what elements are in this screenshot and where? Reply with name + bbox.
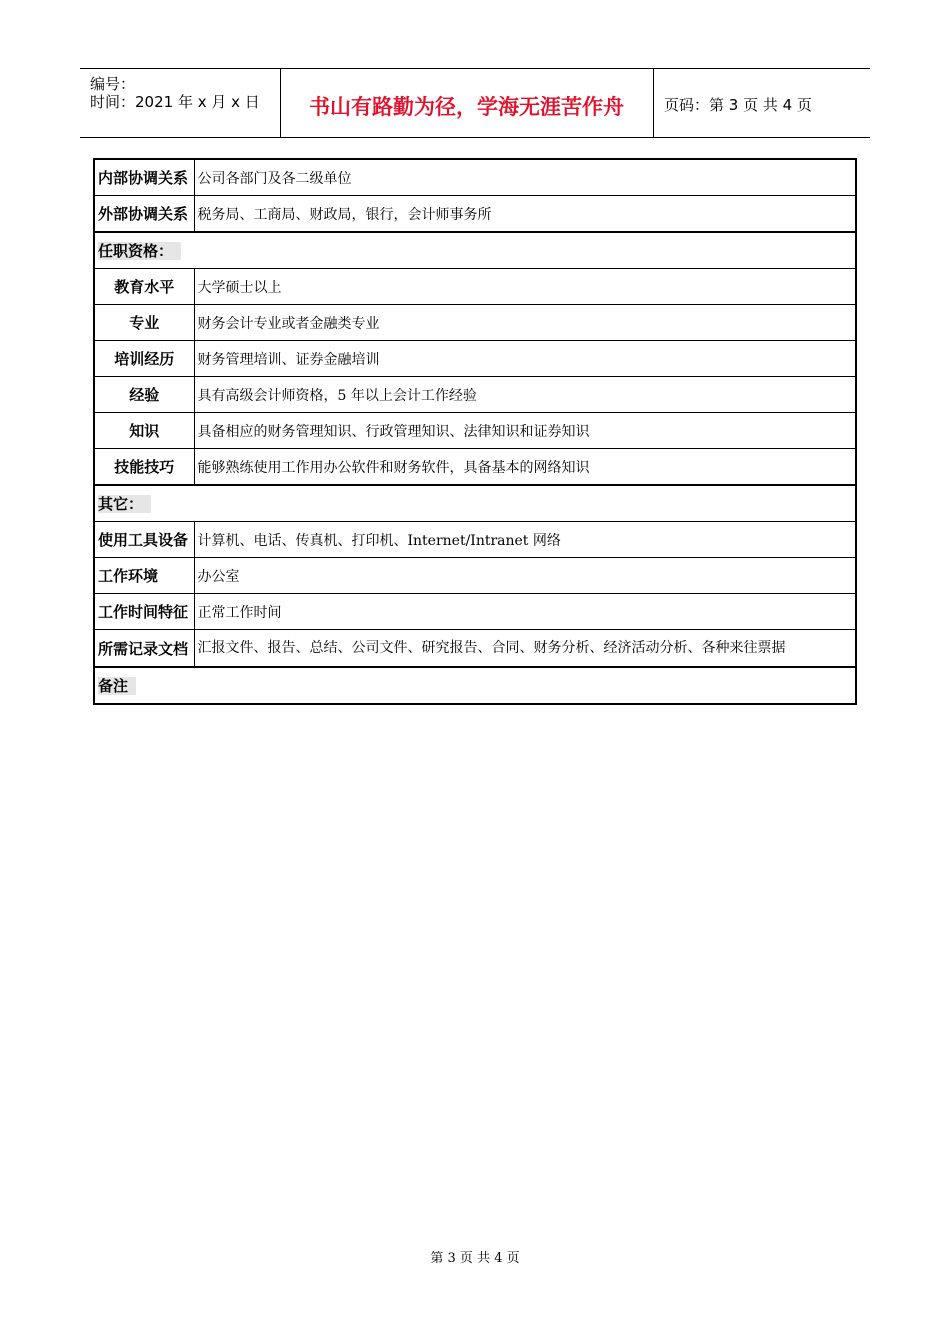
major-label: 专业 xyxy=(94,305,194,341)
table-row xyxy=(94,377,856,413)
records-label: 所需记录文档 xyxy=(94,630,194,668)
table-row-external xyxy=(94,196,856,233)
table-row xyxy=(94,413,856,449)
education-value: 大学硕士以上 xyxy=(194,269,856,305)
other-section-text: 其它： xyxy=(98,495,151,513)
table-row-remark xyxy=(94,667,856,704)
work-environment-label: 工作环境 xyxy=(94,558,194,594)
education-label: 教育水平 xyxy=(94,269,194,305)
knowledge-label: 知识 xyxy=(94,413,194,449)
remark-label: 备注 xyxy=(98,677,136,695)
records-value: 汇报文件、报告、总结、公司文件、研究报告、合同、财务分析、经济活动分析、各种来往票据 xyxy=(194,630,856,668)
experience-label: 经验 xyxy=(94,377,194,413)
page-footer: 第 3 页 共 4 页 xyxy=(430,1251,520,1266)
tools-value: 计算机、电话、传真机、打印机、Internet/Intranet 网络 xyxy=(194,522,856,558)
qualification-section-text: 任职资格： xyxy=(98,242,181,260)
training-label: 培训经历 xyxy=(94,341,194,377)
table-row xyxy=(94,305,856,341)
table-row xyxy=(94,341,856,377)
work-time-label: 工作时间特征 xyxy=(94,594,194,630)
internal-coordination-label: 内部协调关系 xyxy=(94,159,194,196)
table-row xyxy=(94,594,856,630)
work-environment-value: 办公室 xyxy=(194,558,856,594)
header-left-cell xyxy=(80,69,281,137)
qualification-section-title xyxy=(94,232,856,269)
page-header xyxy=(80,68,870,138)
experience-value: 具有高级会计师资格，5 年以上会计工作经验 xyxy=(194,377,856,413)
table-row xyxy=(94,522,856,558)
table-row xyxy=(94,558,856,594)
table-row xyxy=(94,269,856,305)
tools-label: 使用工具设备 xyxy=(94,522,194,558)
external-coordination-label: 外部协调关系 xyxy=(94,196,194,233)
major-value: 财务会计专业或者金融类专业 xyxy=(194,305,856,341)
skills-label: 技能技巧 xyxy=(94,449,194,486)
training-value: 财务管理培训、证券金融培训 xyxy=(194,341,856,377)
header-page-number: 页码：第 3 页 共 4 页 xyxy=(664,96,812,114)
table-row xyxy=(94,449,856,486)
section-row-qualification xyxy=(94,232,856,269)
header-center-cell xyxy=(280,69,654,137)
work-time-value: 正常工作时间 xyxy=(194,594,856,630)
job-description-table xyxy=(93,158,857,705)
other-section-title xyxy=(94,485,856,522)
external-coordination-value: 税务局、工商局、财政局，银行，会计师事务所 xyxy=(194,196,856,233)
document-time-label: 时间：2021 年 x 月 x 日 xyxy=(90,93,260,111)
skills-value: 能够熟练使用工作用办公软件和财务软件，具备基本的网络知识 xyxy=(194,449,856,486)
table-row xyxy=(94,630,856,668)
document-code-label: 编号： xyxy=(90,75,136,93)
internal-coordination-value: 公司各部门及各二级单位 xyxy=(194,159,856,196)
header-motto: 书山有路勤为径，学海无涯苦作舟 xyxy=(309,95,624,119)
knowledge-value: 具备相应的财务管理知识、行政管理知识、法律知识和证券知识 xyxy=(194,413,856,449)
header-right-cell xyxy=(654,69,870,137)
table-row-internal xyxy=(94,159,856,196)
remark-cell xyxy=(94,667,856,704)
section-row-other xyxy=(94,485,856,522)
